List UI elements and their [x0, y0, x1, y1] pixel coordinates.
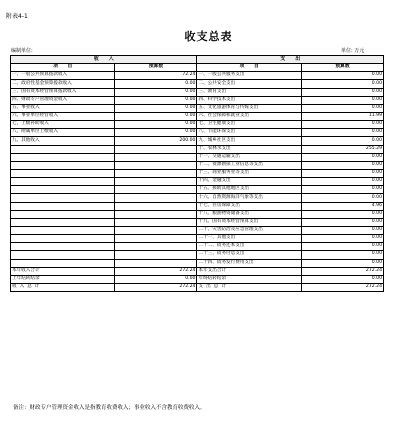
income-item-label: [11, 251, 115, 259]
table-body: [11, 56, 384, 292]
expense-item-value: 11.99: [301, 112, 383, 120]
table-row: [11, 137, 384, 145]
table-row: [11, 235, 384, 243]
income-item-label: 二、政府性基金预算拨款收入: [11, 80, 115, 88]
expense-item-label: 十二、资源勘探工业信息等支出: [197, 161, 301, 169]
expense-item-value: 255.29: [301, 145, 383, 153]
attachment-label: 附表4-1: [6, 13, 28, 20]
income-item-label: 一、一般公共预算拨款收入: [11, 72, 115, 80]
income-item-label: [11, 186, 115, 194]
income-item-value: [115, 178, 197, 186]
income-total-label: 本年收入合计: [11, 267, 115, 275]
table-row: [11, 88, 384, 96]
table-row: [11, 80, 384, 88]
total-row: [11, 275, 384, 283]
income-item-value: 0.00: [115, 129, 197, 137]
expense-item-value: 0.00: [301, 218, 383, 226]
expense-total-value: 272.24: [301, 267, 383, 275]
income-item-label: [11, 161, 115, 169]
total-row: [11, 267, 384, 275]
income-item-label: 六、事业单位经营收入: [11, 112, 115, 120]
income-item-label: [11, 178, 115, 186]
table-row: [11, 96, 384, 104]
income-item-label: 九、其他收入: [11, 137, 115, 145]
expense-item-value: 0.00: [301, 161, 383, 169]
income-item-label: [11, 202, 115, 210]
income-item-label: 七、上级补助收入: [11, 121, 115, 129]
income-total-value: 0.00: [115, 275, 197, 283]
expense-item-label: 十八、粮油物资储备支出: [197, 210, 301, 218]
expense-item-label: 十、农林水支出: [197, 145, 301, 153]
expense-item-label: 三、教育支出: [197, 88, 301, 96]
expense-item-label: 十七、住房保障支出: [197, 202, 301, 210]
expense-total-label: 支出总计: [197, 283, 301, 291]
table-row: [11, 194, 384, 202]
table-row: [11, 218, 384, 226]
income-item-value: [115, 218, 197, 226]
table-row: [11, 186, 384, 194]
income-item-label: [11, 153, 115, 161]
expense-item-label: 十五、援助其他地区支出: [197, 186, 301, 194]
income-item-label: [11, 226, 115, 234]
income-item-value: 0.00: [115, 80, 197, 88]
expense-item-label: 十一、交通运输支出: [197, 153, 301, 161]
total-row: [11, 283, 384, 291]
expense-item-value: 0.00: [301, 72, 383, 80]
income-item-value: 0.00: [115, 96, 197, 104]
table-row: [11, 210, 384, 218]
table-row: [11, 145, 384, 153]
expense-item-value: 0.00: [301, 137, 383, 145]
table-row: [11, 104, 384, 112]
page-title: 收支总表: [184, 30, 233, 43]
expense-item-header: 项 目: [197, 64, 301, 72]
income-item-label: [11, 243, 115, 251]
income-item-label: 四、财政专户管理资金收入: [11, 96, 115, 104]
expense-item-value: 0.00: [301, 226, 383, 234]
income-item-value: [115, 145, 197, 153]
table-row: [11, 251, 384, 259]
income-item-value: [115, 186, 197, 194]
expense-item-label: 十六、自然资源海洋气象等支出: [197, 194, 301, 202]
expense-total-label: 年终结转结余: [197, 275, 301, 283]
income-item-value: [115, 251, 197, 259]
expense-total-value: 0.00: [301, 275, 383, 283]
income-item-label: [11, 145, 115, 153]
table-row: [11, 153, 384, 161]
expense-item-label: 二十二、债务还本支出: [197, 243, 301, 251]
income-item-value: 72.24: [115, 72, 197, 80]
expense-item-label: 二十四、债务发行费用支出: [197, 259, 301, 267]
expense-item-label: 五、文化旅游体育与传媒支出: [197, 104, 301, 112]
table-row: [11, 129, 384, 137]
income-item-value: [115, 169, 197, 177]
expense-item-label: 十九、国有资本经营预算支出: [197, 218, 301, 226]
expense-item-value: 0.00: [301, 210, 383, 218]
income-item-value: [115, 161, 197, 169]
table-row: [11, 161, 384, 169]
expense-item-label: 二、公共安全支出: [197, 80, 301, 88]
expense-item-label: 十四、金融支出: [197, 178, 301, 186]
expense-item-value: 0.00: [301, 194, 383, 202]
expense-item-label: 一、一般公共服务支出: [197, 72, 301, 80]
table-row: [11, 259, 384, 267]
table-row: [11, 169, 384, 177]
income-item-label: [11, 235, 115, 243]
column-header-row: [11, 64, 384, 72]
expense-item-label: 二十一、其他支出: [197, 235, 301, 243]
expense-item-value: 0.00: [301, 80, 383, 88]
section-header-row: [11, 56, 384, 64]
income-item-value: 0.00: [115, 88, 197, 96]
income-item-value: 0.00: [115, 104, 197, 112]
expense-item-value: 0.00: [301, 169, 383, 177]
expense-item-label: 六、社会保障和就业支出: [197, 112, 301, 120]
income-item-value: 0.00: [115, 112, 197, 120]
expense-item-value: 0.00: [301, 251, 383, 259]
income-item-label: [11, 194, 115, 202]
table-row: [11, 72, 384, 80]
income-item-label: [11, 218, 115, 226]
expense-item-value: 0.00: [301, 104, 383, 112]
expense-budget-header: 预算数: [301, 64, 383, 72]
income-item-value: [115, 243, 197, 251]
income-total-label: 收入总计: [11, 283, 115, 291]
expense-item-label: 十三、商业服务业等支出: [197, 169, 301, 177]
expense-item-value: 0.00: [301, 88, 383, 96]
expense-item-label: 八、节能环保支出: [197, 129, 301, 137]
income-total-value: 272.24: [115, 267, 197, 275]
income-item-label: [11, 259, 115, 267]
expense-item-label: 四、科学技术支出: [197, 96, 301, 104]
expense-item-value: 0.00: [301, 153, 383, 161]
income-item-value: [115, 210, 197, 218]
income-item-label: [11, 210, 115, 218]
table-row: [11, 202, 384, 210]
footnote: 备注：财政专户管理资金收入是指教育收费收入；事业收入不含教育收费收入。: [13, 405, 206, 411]
expense-item-value: 0.00: [301, 129, 383, 137]
expense-item-label: 二十、灾害防治及应急管理支出: [197, 226, 301, 234]
income-item-value: [115, 194, 197, 202]
table-row: [11, 243, 384, 251]
table-row: [11, 226, 384, 234]
income-item-value: [115, 153, 197, 161]
income-budget-header: 预算数: [115, 64, 197, 72]
expense-item-value: 0.00: [301, 186, 383, 194]
table-row: [11, 178, 384, 186]
income-item-value: [115, 226, 197, 234]
income-item-label: [11, 169, 115, 177]
budget-summary-table: [10, 55, 384, 292]
table-row: [11, 112, 384, 120]
currency-unit-label: 单位: 万元: [341, 48, 365, 54]
expense-total-label: 本年支出合计: [197, 267, 301, 275]
expense-item-value: 0.00: [301, 121, 383, 129]
income-total-label: 上年结转结余: [11, 275, 115, 283]
expense-item-label: 二十三、债务付息支出: [197, 251, 301, 259]
expense-item-value: 0.00: [301, 96, 383, 104]
expense-item-value: 0.00: [301, 243, 383, 251]
income-item-value: 200.00: [115, 137, 197, 145]
expense-item-value: 0.00: [301, 259, 383, 267]
expense-total-value: 272.24: [301, 283, 383, 291]
income-item-value: 0.00: [115, 121, 197, 129]
income-item-value: [115, 235, 197, 243]
income-item-value: [115, 259, 197, 267]
income-item-label: 八、附属单位上缴收入: [11, 129, 115, 137]
expense-item-label: 九、城乡社区支出: [197, 137, 301, 145]
table-row: [11, 121, 384, 129]
expense-item-value: 0.00: [301, 178, 383, 186]
expense-item-value: 0.00: [301, 235, 383, 243]
income-item-value: [115, 202, 197, 210]
expense-item-label: 七、卫生健康支出: [197, 121, 301, 129]
compiling-unit-label: 编制单位:: [11, 48, 33, 54]
income-section-header: 收 入: [11, 56, 197, 64]
income-item-label: 三、国有资本经营预算拨款收入: [11, 88, 115, 96]
expense-item-value: 4.96: [301, 202, 383, 210]
income-total-value: 272.24: [115, 283, 197, 291]
expense-section-header: 支 出: [197, 56, 384, 64]
income-item-header: 项 目: [11, 64, 115, 72]
income-item-label: 五、事业收入: [11, 104, 115, 112]
